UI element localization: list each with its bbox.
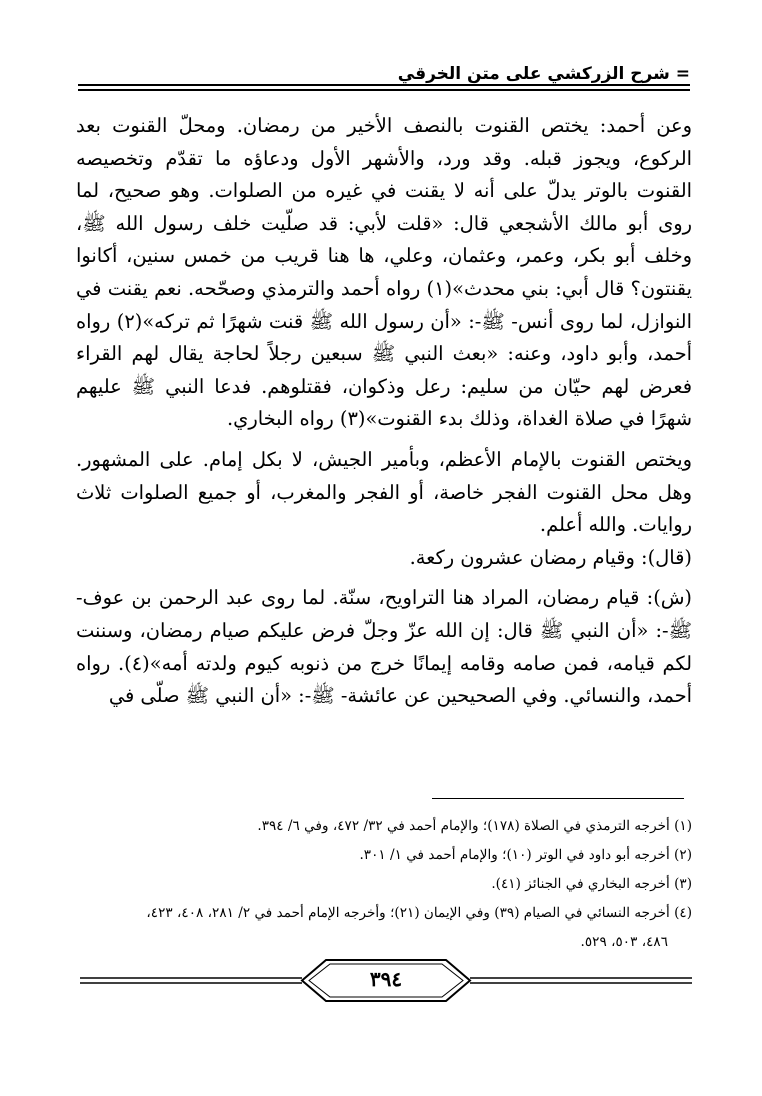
footnote-1: (١) أخرجه الترمذي في الصلاة (١٧٨)؛ والإمام أحمد في ٣٢/ ٤٧٢، وفي ٦/ ٣٩٤. bbox=[257, 818, 692, 834]
footnote-4-continued: ٤٨٦، ٥٠٣، ٥٢٩. bbox=[580, 934, 668, 950]
footnote-separator bbox=[432, 798, 684, 799]
header-title: = شرح الزركشي على متن الخرقي bbox=[397, 64, 690, 84]
footnote-2: (٢) أخرجه أبو داود في الوتر (١٠)؛ والإمام أحمد في ١/ ٣٠١. bbox=[359, 847, 692, 863]
header-rule-top bbox=[78, 84, 690, 86]
running-header bbox=[78, 62, 690, 92]
page-number: ٣٩٤ bbox=[369, 967, 403, 991]
footnote-3: (٣) أخرجه البخاري في الجنائز (٤١). bbox=[491, 876, 692, 892]
header-rule-bottom bbox=[78, 89, 690, 91]
paragraph-sharh: (ش): قيام رمضان، المراد هنا التراويح، سنّة. لما روى عبد الرحمن بن عوف- ﷺ-: «أن النبي ﷺ قال: إن الله عزّ وجلّ فرض عليكم صيام رمضان، وسننت لكم قيامه، فمن صامه وقامه إيمانًا خرج من ذنوبه كيوم ولدته أمه»(٤). رواه أحمد، والنسائي. وفي الصحيحين عن عائشة- ﷺ-: «أن النبي ﷺ صلّى في bbox=[76, 586, 692, 708]
footnote-4: (٤) أخرجه النسائي في الصيام (٣٩) وفي الإيمان (٢١)؛ وأخرجه الإمام أحمد في ٢/ ٢٨١، ٤٠٨، ٤٢٣، bbox=[146, 905, 692, 921]
page-number-ornament bbox=[80, 955, 692, 1005]
paragraph-matn: (قال): وقيام رمضان عشرون ركعة. bbox=[409, 545, 692, 569]
footnotes bbox=[76, 812, 692, 957]
paragraph-imam: ويختص القنوت بالإمام الأعظم، وبأمير الجيش، لا بكل إمام. على المشهور. وهل محل القنوت الفجر خاصة، أو الفجر والمغرب، أو جميع الصلوات ثلاث روايات. والله أعلم. bbox=[76, 447, 692, 537]
paragraph-qunut: وعن أحمد: يختص القنوت بالنصف الأخير من رمضان. ومحلّ القنوت بعد الركوع، ويجوز قبله. وقد ورد، والأشهر الأول ودعاؤه ما تقدّم وتخصيصه القنوت بالوتر يدلّ على أنه لا يقنت في غيره من الصلوات. وهو صحيح، لما روى أبو مالك الأشجعي قال: «قلت لأبي: قد صلّيت خلف رسول الله ﷺ، وخلف أبو بكر، وعمر، وعثمان، وعلي، ها هنا قريب من خمس سنين، أكانوا يقنتون؟ قال أبي: بني محدث»(١) رواه أحمد والترمذي وصحّحه. نعم يقنت في النوازل، لما روى أنس- ﷺ-: «أن رسول الله ﷺ قنت شهرًا ثم تركه»(٢) رواه أحمد، وأبو داود، وعنه: «بعث النبي ﷺ سبعين رجلاً لحاجة يقال لهم القراء فعرض لهم حيّان من سليم: رعل وذكوان، فقتلوهم. فدعا النبي ﷺ عليهم شهرًا في صلاة الغداة، وذلك بدء القنوت»(٣) رواه البخاري. bbox=[76, 114, 692, 431]
main-text bbox=[76, 110, 692, 713]
